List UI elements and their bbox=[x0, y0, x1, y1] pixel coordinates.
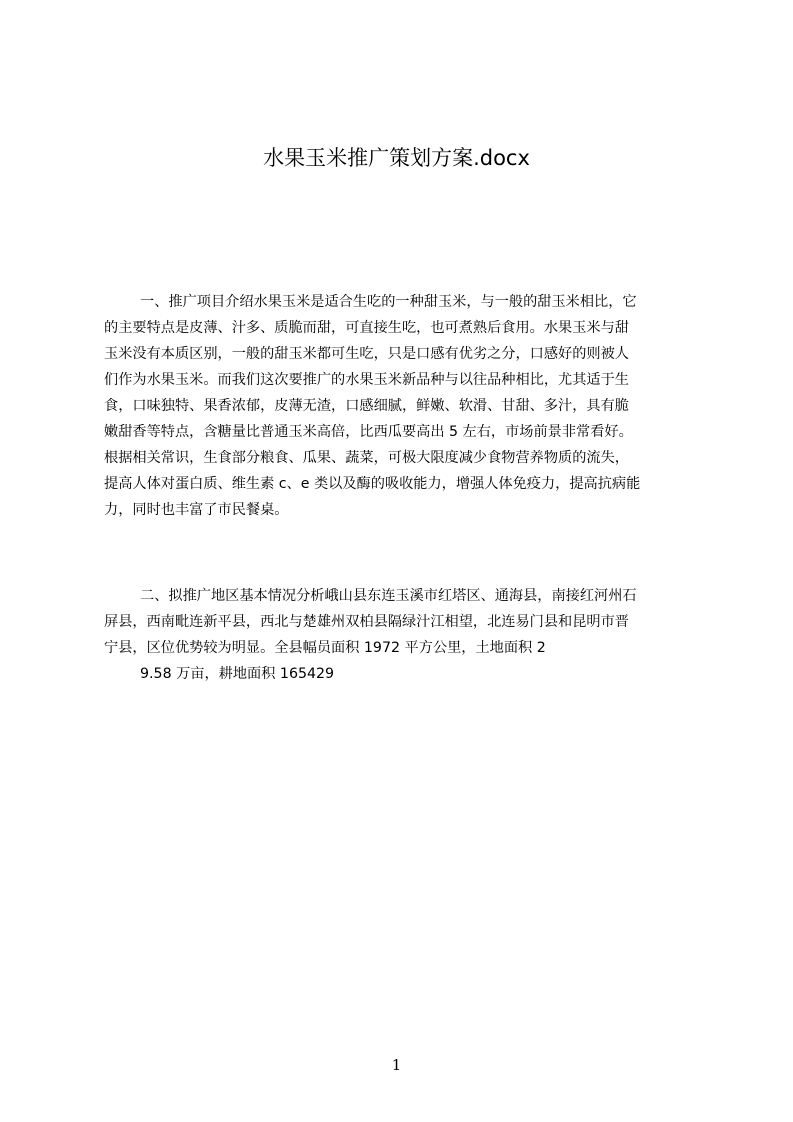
paragraph-line: 玉米没有本质区别，一般的甜玉米都可生吃，只是口感有优劣之分，口感好的则被人 bbox=[104, 346, 629, 362]
paragraph-region-analysis bbox=[104, 583, 700, 661]
paragraph-line: 根据相关常识，生食部分粮食、瓜果、蔬菜，可极大限度减少食物营养物质的流失， bbox=[104, 450, 629, 466]
paragraph-project-intro bbox=[104, 289, 700, 523]
paragraph-line: 的主要特点是皮薄、汁多、质脆而甜，可直接生吃，也可煮熟后食用。水果玉米与甜 bbox=[104, 320, 629, 336]
paragraph-line: 二、拟推广地区基本情况分析峨山县东连玉溪市红塔区、通海县，南接红河州石 bbox=[140, 588, 637, 604]
paragraph-line: 宁县，区位优势较为明显。全县幅员面积 1972 平方公里，土地面积 2 bbox=[104, 640, 546, 656]
page-number: 1 bbox=[391, 1056, 402, 1074]
paragraph-line: 一、推广项目介绍水果玉米是适合生吃的一种甜玉米，与一般的甜玉米相比，它 bbox=[140, 294, 637, 310]
paragraph-line: 力，同时也丰富了市民餐桌。 bbox=[104, 502, 289, 518]
paragraph-line: 提高人体对蛋白质、维生素 c、e 类以及酶的吸收能力，增强人体免疫力，提高抗病能 bbox=[104, 476, 641, 492]
paragraph-line: 嫩甜香等特点，含糖量比普通玉米高倍，比西瓜要高出 5 左右，市场前景非常看好。 bbox=[104, 424, 633, 440]
paragraph-line: 9.58 万亩，耕地面积 165429 bbox=[140, 666, 335, 682]
document-title: 水果玉米推广策划方案.docx bbox=[263, 146, 530, 170]
paragraph-line: 们作为水果玉米。而我们这次要推广的水果玉米新品种与以往品种相比，尤其适于生 bbox=[104, 372, 629, 388]
paragraph-line: 食，口味独特、果香浓郁，皮薄无渣，口感细腻，鲜嫩、软滑、甘甜、多汁，具有脆 bbox=[104, 398, 629, 414]
paragraph-line: 屏县，西南毗连新平县，西北与楚雄州双柏县隔绿汁江相望，北连易门县和昆明市晋 bbox=[104, 614, 629, 630]
paragraph-area-figures bbox=[104, 661, 700, 687]
